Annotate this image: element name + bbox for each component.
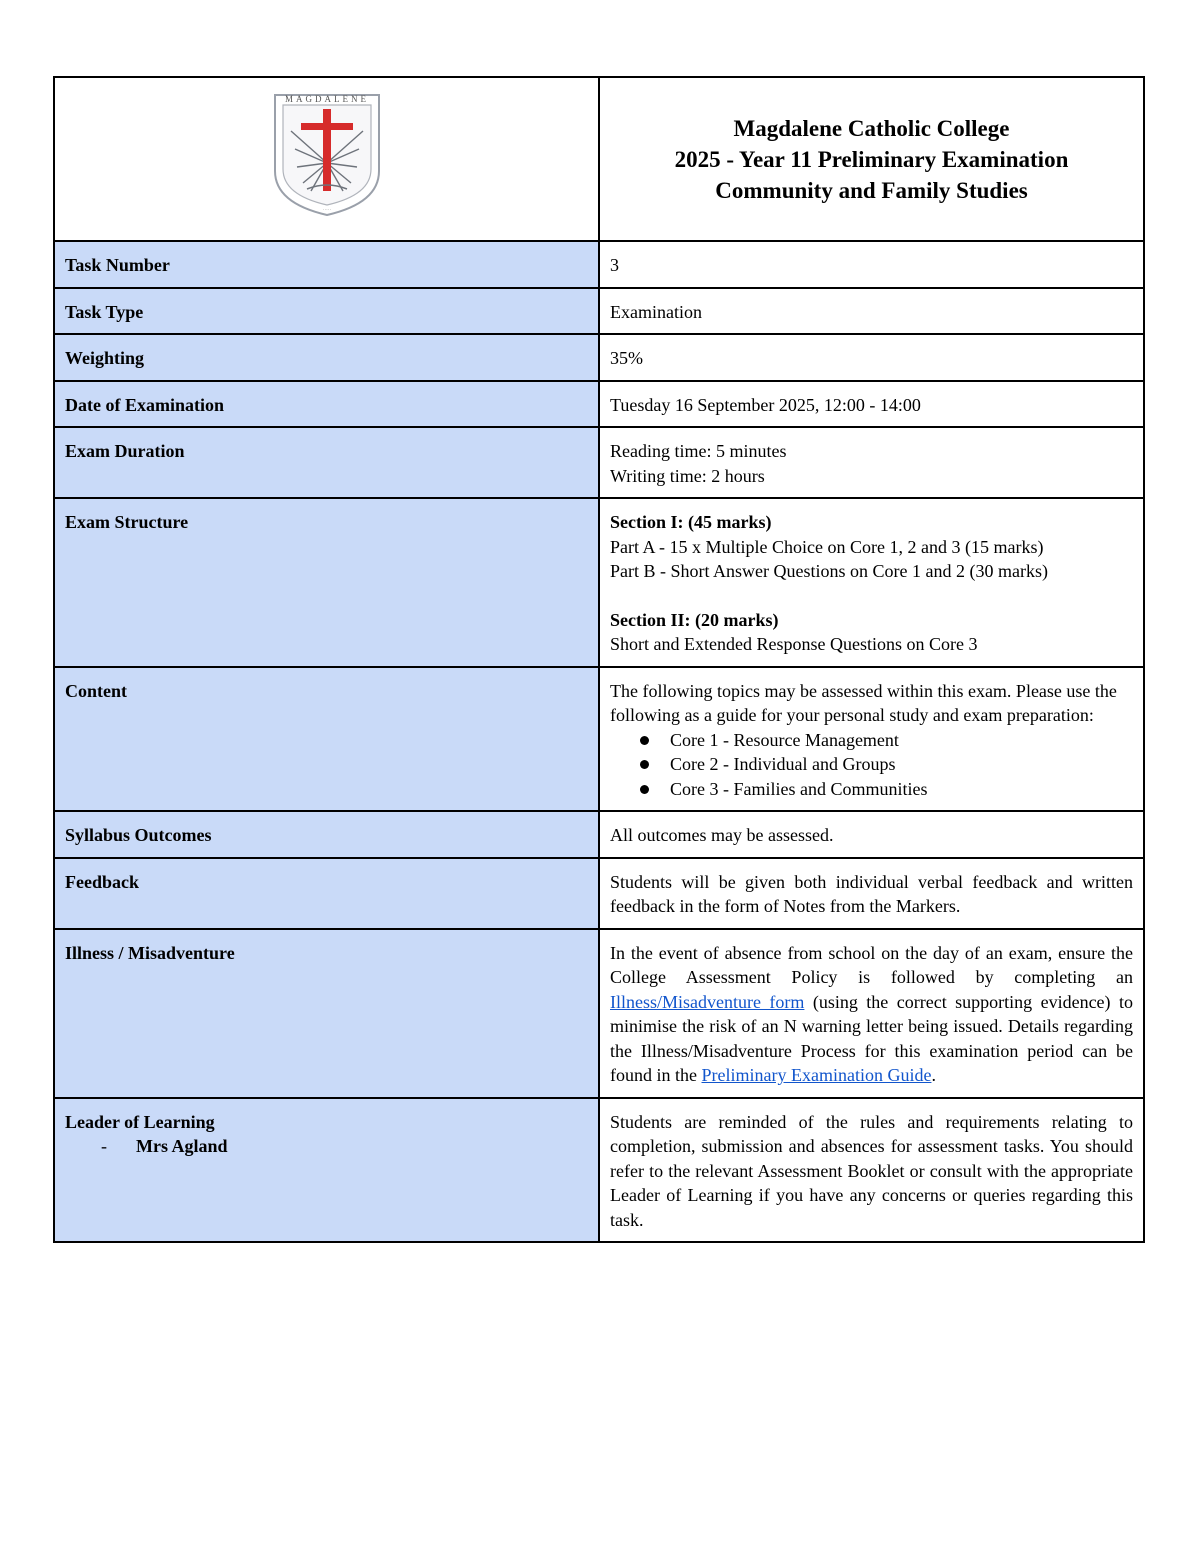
row-structure	[54, 498, 1144, 667]
illness-text-2: (using the correct supporting evidence) to minimise the risk of an N warning letter being issued. Details regarding the Illness/Misadventure Process for this examination period can be found in the	[610, 991, 1133, 1085]
leader-name: Mrs Agland	[136, 1136, 228, 1156]
row-feedback	[54, 858, 1144, 929]
list-item: Core 2 - Individual and Groups	[670, 752, 1133, 777]
topic-list	[610, 728, 1133, 802]
row-weighting	[54, 334, 1144, 381]
value-task-number: 3	[599, 241, 1144, 288]
value-date: Tuesday 16 September 2025, 12:00 - 14:00	[599, 381, 1144, 428]
college-logo-cell	[54, 77, 599, 241]
task-notification-table	[53, 76, 1145, 1243]
row-outcomes	[54, 811, 1144, 858]
college-crest-icon	[267, 91, 387, 221]
row-duration	[54, 427, 1144, 498]
label-weighting: Weighting	[54, 334, 599, 381]
illness-text-3: .	[931, 1065, 936, 1085]
leader-name-line	[65, 1134, 590, 1159]
document-title	[599, 77, 1144, 241]
header-row	[54, 77, 1144, 241]
row-task-type	[54, 288, 1144, 335]
label-task-number: Task Number	[54, 241, 599, 288]
value-leader: Students are reminded of the rules and requirements relating to completion, submission and absences for assessment tasks. You should refer to the relevant Assessment Booklet or consult with the appropriate Leader of Learning if you have any concerns or queries regarding this task.	[599, 1098, 1144, 1243]
illness-misadventure-form-link[interactable]: Illness/Misadventure form	[610, 991, 805, 1012]
label-leader	[54, 1098, 599, 1243]
value-illness	[599, 929, 1144, 1098]
section-2-part: Short and Extended Response Questions on Core 3	[610, 634, 978, 654]
label-outcomes: Syllabus Outcomes	[54, 811, 599, 858]
value-weighting: 35%	[599, 334, 1144, 381]
value-outcomes: All outcomes may be assessed.	[599, 811, 1144, 858]
leader-dash: -	[101, 1136, 107, 1156]
writing-time: Writing time: 2 hours	[610, 465, 765, 486]
row-content	[54, 667, 1144, 812]
college-name: Magdalene Catholic College	[733, 115, 1010, 141]
subject-name: Community and Family Studies	[715, 177, 1028, 203]
label-date: Date of Examination	[54, 381, 599, 428]
row-leader	[54, 1098, 1144, 1243]
row-task-number	[54, 241, 1144, 288]
reading-time: Reading time: 5 minutes	[610, 441, 787, 461]
illness-text-1: In the event of absence from school on the day of an exam, ensure the College Assessment Policy is followed by completing an	[610, 942, 1133, 987]
section-1-heading: Section I: (45 marks)	[610, 512, 772, 532]
value-task-type: Examination	[599, 288, 1144, 335]
label-feedback: Feedback	[54, 858, 599, 929]
value-feedback: Students will be given both individual verbal feedback and written feedback in the form of Notes from the Markers.	[599, 858, 1144, 929]
content-intro: The following topics may be assessed within this exam. Please use the following as a guide for your personal study and exam preparation:	[610, 680, 1117, 725]
value-structure	[599, 498, 1144, 667]
crest-motto: MAGDALENE	[284, 93, 369, 104]
label-illness: Illness / Misadventure	[54, 929, 599, 1098]
row-illness	[54, 929, 1144, 1098]
leader-title: Leader of Learning	[65, 1111, 215, 1132]
svg-text:·····: ·····	[322, 207, 331, 213]
list-item: Core 3 - Families and Communities	[670, 777, 1133, 802]
preliminary-exam-guide-link[interactable]: Preliminary Examination Guide	[701, 1065, 932, 1085]
section-1-part-a: Part A - 15 x Multiple Choice on Core 1, 2 and 3 (15 marks)	[610, 536, 1044, 557]
label-content: Content	[54, 667, 599, 812]
section-2-heading: Section II: (20 marks)	[610, 609, 779, 630]
spacer	[610, 584, 1133, 608]
value-content	[599, 667, 1144, 812]
exam-name: 2025 - Year 11 Preliminary Examination	[674, 146, 1069, 172]
label-task-type: Task Type	[54, 288, 599, 335]
label-duration: Exam Duration	[54, 427, 599, 498]
section-1-part-b: Part B - Short Answer Questions on Core 1 and 2 (30 marks)	[610, 561, 1048, 581]
row-date	[54, 381, 1144, 428]
value-duration	[599, 427, 1144, 498]
list-item: Core 1 - Resource Management	[670, 728, 1133, 753]
label-structure: Exam Structure	[54, 498, 599, 667]
